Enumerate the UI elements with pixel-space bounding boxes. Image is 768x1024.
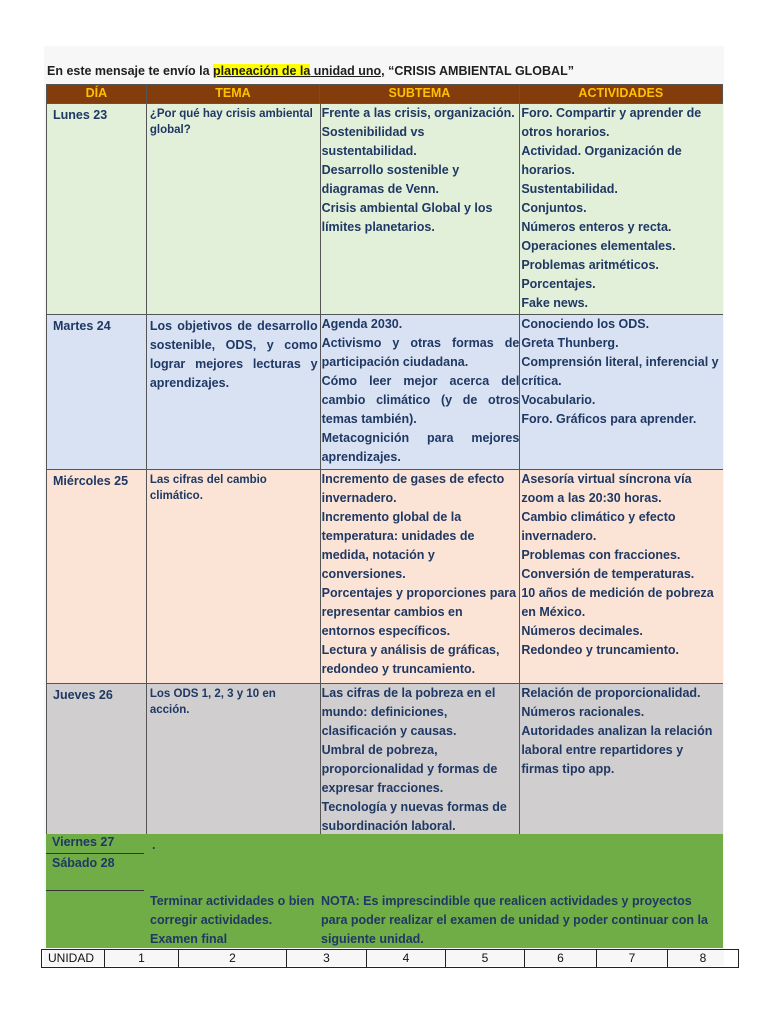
- unidad-cell: 4: [367, 950, 446, 967]
- actividad-item: Conociendo los ODS.: [521, 317, 650, 331]
- underlined-text: unidad uno,: [310, 64, 385, 78]
- actividad-item: Comprensión literal, inferencial y crítica.: [521, 355, 719, 388]
- actividad-item: Foro. Compartir y aprender de otros horarios.: [521, 106, 702, 139]
- actividad-item: Asesoría virtual síncrona vía zoom a las 20:30 horas.: [521, 472, 692, 505]
- actividad-item: Porcentajes.: [521, 277, 596, 291]
- table-header-row: [46, 84, 723, 104]
- highlighted-text: planeación de la: [213, 64, 311, 78]
- unidad-cell: 6: [525, 950, 597, 967]
- unidad-cell: 3: [287, 950, 367, 967]
- subtema-item: Metacognición para mejores aprendizajes.: [321, 431, 520, 464]
- actividad-item: Actividad. Organización de horarios.: [521, 144, 682, 177]
- actividad-item: Números enteros y recta.: [521, 220, 672, 234]
- actividad-item: Foro. Gráficos para aprender.: [521, 412, 697, 426]
- subtema-item: Sostenibilidad vs sustentabilidad.: [321, 125, 425, 158]
- actividad-item: Fake news.: [521, 296, 589, 310]
- actividad-item: Operaciones elementales.: [521, 239, 676, 253]
- intro-line: [47, 64, 747, 78]
- actividad-item: Conjuntos.: [521, 201, 587, 215]
- cell-dia: Lunes 23: [47, 104, 147, 314]
- subtema-item: Lectura y análisis de gráficas, redondeo y truncamiento.: [321, 643, 500, 676]
- actividad-item: 10 años de medición de pobreza en México.: [521, 586, 714, 619]
- unidad-row: [41, 949, 739, 968]
- cell-tema: Los ODS 1, 2, 3 y 10 en acción.: [147, 684, 321, 836]
- subtema-item: Umbral de pobreza, proporcionalidad y formas de expresar fracciones.: [321, 743, 498, 795]
- unit-title: “CRISIS AMBIENTAL GLOBAL”: [384, 64, 574, 78]
- label-viernes: Viernes 27: [52, 835, 115, 849]
- cell-actividades: [520, 104, 723, 314]
- cell-actividades: [520, 470, 723, 683]
- planning-table: [46, 84, 723, 837]
- actividad-item: Relación de proporcionalidad.: [521, 686, 701, 700]
- subtema-item: Activismo y otras formas de participación ciudadana.: [321, 336, 520, 369]
- divider: [46, 853, 144, 854]
- cell-actividades: [520, 315, 723, 469]
- nota-text: NOTA: Es imprescindible que realicen actividades y proyectos para poder realizar el examen de unidad y poder continuar con la siguiente unidad.: [321, 894, 708, 946]
- cell-tema: ¿Por qué hay crisis ambiental global?: [147, 104, 321, 314]
- actividad-item: Sustentabilidad.: [521, 182, 618, 196]
- unidad-cell: 2: [179, 950, 287, 967]
- cell-subtema: [321, 315, 521, 469]
- subtema-item: Las cifras de la pobreza en el mundo: definiciones, clasificación y causas.: [321, 686, 496, 738]
- divider: [46, 890, 144, 891]
- subtema-item: Crisis ambiental Global y los límites planetarios.: [321, 201, 493, 234]
- actividad-item: Vocabulario.: [521, 393, 596, 407]
- cell-tema: Las cifras del cambio climático.: [147, 470, 321, 683]
- unidad-label: UNIDAD: [42, 950, 105, 967]
- unidad-cell: 1: [105, 950, 179, 967]
- cell-dia: Martes 24: [47, 315, 147, 469]
- header-dia: DÍA: [47, 85, 147, 103]
- header-actividades: ACTIVIDADES: [578, 86, 664, 100]
- actividad-item: Greta Thunberg.: [521, 336, 619, 350]
- weekend-dot: .: [152, 838, 156, 852]
- header-tema: TEMA: [147, 85, 320, 103]
- unidad-cell: 8: [699, 951, 707, 965]
- cell-subtema: [321, 470, 521, 683]
- actividad-item: Conversión de temperaturas.: [521, 567, 695, 581]
- label-sabado: Sábado 28: [52, 856, 115, 870]
- weekend-tema: Terminar actividades o bien corregir actividades. Examen final: [150, 894, 315, 946]
- subtema-item: Porcentajes y proporciones para representar cambios en entornos específicos.: [321, 586, 517, 638]
- cell-dia: Jueves 26: [47, 684, 147, 836]
- table-row: [46, 470, 723, 684]
- cell-subtema: [321, 104, 521, 314]
- subtema-item: Frente a las crisis, organización.: [321, 106, 515, 120]
- actividad-item: Redondeo y truncamiento.: [521, 643, 679, 657]
- subtema-item: Agenda 2030.: [321, 317, 403, 331]
- subtema-item: Cómo leer mejor acerca del cambio climático (y de otros temas también).: [321, 374, 520, 426]
- actividad-item: Problemas aritméticos.: [521, 258, 659, 272]
- table-row: [46, 104, 723, 315]
- actividad-item: Números racionales.: [521, 705, 645, 719]
- actividad-item: Cambio climático y efecto invernadero.: [521, 510, 676, 543]
- unidad-cell: 7: [597, 950, 668, 967]
- subtema-item: Incremento global de la temperatura: unidades de medida, notación y conversiones.: [321, 510, 475, 581]
- intro-text: En este mensaje te envío la: [47, 64, 214, 78]
- cell-tema: Los objetivos de desarrollo sostenible, ODS, y como lograr mejores lecturas y aprendizajes.: [147, 315, 321, 469]
- actividad-item: Números decimales.: [521, 624, 643, 638]
- weekend-block: [46, 834, 723, 948]
- header-subtema: SUBTEMA: [320, 85, 519, 103]
- table-row: [46, 684, 723, 837]
- cell-actividades: [520, 684, 723, 836]
- cell-dia: Miércoles 25: [47, 470, 147, 683]
- actividad-item: Problemas con fracciones.: [521, 548, 681, 562]
- cell-subtema: [321, 684, 521, 836]
- subtema-item: Desarrollo sostenible y diagramas de Venn.: [321, 163, 460, 196]
- subtema-item: Incremento de gases de efecto invernadero.: [321, 472, 505, 505]
- subtema-item: Tecnología y nuevas formas de subordinación laboral.: [321, 800, 507, 833]
- actividad-item: Autoridades analizan la relación laboral entre repartidores y firmas tipo app.: [521, 724, 713, 776]
- table-row: [46, 315, 723, 470]
- unidad-cell: 5: [446, 950, 525, 967]
